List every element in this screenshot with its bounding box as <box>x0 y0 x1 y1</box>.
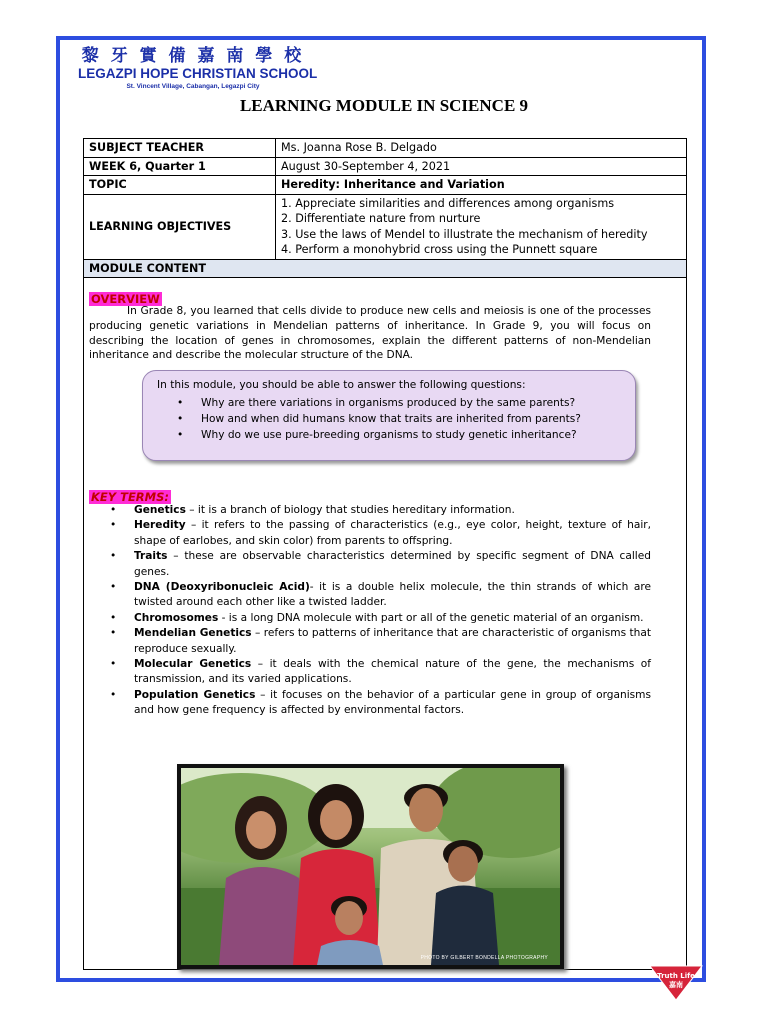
questions-intro: In this module, you should be able to answer the following questions: <box>157 379 526 391</box>
table-row <box>84 139 687 158</box>
table-row <box>84 259 687 278</box>
questions-list <box>177 395 581 443</box>
objective-item: 2. Differentiate nature from nurture <box>281 212 481 225</box>
term: Genetics <box>134 504 186 516</box>
bullet-icon: • <box>177 413 184 425</box>
definition: - it is a double helix molecule, the thin strands of which are twisted around each other like a twisted ladder. <box>134 581 652 609</box>
question-text: Why are there variations in organisms produced by the same parents? <box>201 397 576 409</box>
school-chinese-name: 黎 牙 實 備 嘉 南 學 校 <box>81 46 305 66</box>
photo-credit: PHOTO BY GILBERT BONDELLA PHOTOGRAPHY <box>420 955 548 961</box>
bullet-icon: • <box>110 688 117 701</box>
definition: – it deals with the chemical nature of the gene, the mechanisms of transmission, and its varied applications. <box>134 658 651 686</box>
list-item <box>177 427 581 443</box>
list-item <box>110 518 651 549</box>
subject-teacher-value: Ms. Joanna Rose B. Delgado <box>276 139 687 158</box>
overview-text: In Grade 8, you learned that cells divide to produce new cells and meiosis is one of the processes producing genetic variations in Mendelian patterns of inheritance. In Grade 9, you will focus on describing the location of genes in chromosomes, explain the different patterns of non-Mendelian inheritance and describe the molecular structure of the DNA. <box>89 305 651 362</box>
school-name: LEGAZPI HOPE CHRISTIAN SCHOOL <box>78 66 318 81</box>
stamp-line-1: Truth Life <box>657 972 695 980</box>
list-item <box>110 688 651 719</box>
stamp-line-2: 嘉南 <box>669 981 683 989</box>
bullet-icon: • <box>110 581 117 594</box>
subject-teacher-label: SUBJECT TEACHER <box>84 139 276 158</box>
key-terms-list <box>110 503 651 719</box>
bullet-icon: • <box>110 519 117 532</box>
list-item <box>177 395 581 411</box>
bullet-icon: • <box>110 504 117 516</box>
bullet-icon: • <box>177 397 184 409</box>
objective-item: 1. Appreciate similarities and differences among organisms <box>281 196 615 210</box>
list-item <box>110 626 651 657</box>
bullet-icon: • <box>177 429 184 441</box>
term: Traits <box>134 550 168 563</box>
objectives-label: LEARNING OBJECTIVES <box>84 194 276 259</box>
definition: – it is a branch of biology that studies hereditary information. <box>185 504 515 516</box>
key-terms-label: KEY TERMS: <box>91 490 169 504</box>
week-value: August 30-September 4, 2021 <box>276 157 687 176</box>
topic-label: TOPIC <box>84 176 276 195</box>
overview-paragraph <box>89 304 651 363</box>
topic-value: Heredity: Inheritance and Variation <box>276 176 687 195</box>
week-label: WEEK 6, Quarter 1 <box>84 157 276 176</box>
term: Heredity <box>134 519 186 532</box>
objective-item: 3. Use the laws of Mendel to illustrate the mechanism of heredity <box>281 227 648 241</box>
overview-label: OVERVIEW <box>91 292 160 306</box>
definition: - is a long DNA molecule with part or all of the genetic material of an organism. <box>218 611 644 624</box>
info-table <box>83 138 687 278</box>
question-text: How and when did humans know that traits are inherited from parents? <box>201 413 581 425</box>
module-title: LEARNING MODULE IN SCIENCE 9 <box>239 96 529 115</box>
definition: – refers to patterns of inheritance that are characteristic of organisms that reproduce sexually. <box>134 627 651 655</box>
table-row <box>84 176 687 195</box>
school-header <box>78 46 318 91</box>
term: Chromosomes <box>134 611 219 624</box>
term: Population Genetics <box>134 688 256 701</box>
term: Molecular Genetics <box>134 658 252 671</box>
list-item <box>110 503 651 518</box>
question-text: Why do we use pure-breeding organisms to study genetic inheritance? <box>201 429 577 441</box>
list-item <box>110 611 651 626</box>
family-photo <box>177 764 564 969</box>
bullet-icon: • <box>110 658 117 671</box>
objective-item: 4. Perform a monohybrid cross using the Punnett square <box>281 243 598 256</box>
bullet-icon: • <box>110 611 117 624</box>
term: DNA (Deoxyribonucleic Acid) <box>134 581 310 594</box>
list-item <box>110 580 651 611</box>
term: Mendelian Genetics <box>134 627 252 640</box>
list-item <box>177 411 581 427</box>
school-logo-text <box>648 972 704 990</box>
family-photo-illustration <box>181 768 560 965</box>
bullet-icon: • <box>110 550 117 563</box>
school-address: St. Vincent Village, Cabangan, Legazpi City <box>126 83 260 90</box>
definition: – it refers to the passing of characteristics (e.g., eye color, height, texture of hair, shape of earlobes, and skin color) from parents to offspring. <box>134 519 651 547</box>
list-item <box>110 549 651 580</box>
table-row <box>84 157 687 176</box>
bullet-icon: • <box>110 627 117 640</box>
questions-box <box>142 370 636 461</box>
module-content-header: MODULE CONTENT <box>84 259 687 278</box>
definition: – these are observable characteristics determined by specific segment of DNA called genes. <box>134 550 651 578</box>
table-row <box>84 194 687 259</box>
definition: – it focuses on the behavior of a particular gene in group of organisms and how gene frequency is affected by environmental factors. <box>134 688 651 717</box>
objectives-list <box>276 194 687 259</box>
list-item <box>110 657 651 688</box>
